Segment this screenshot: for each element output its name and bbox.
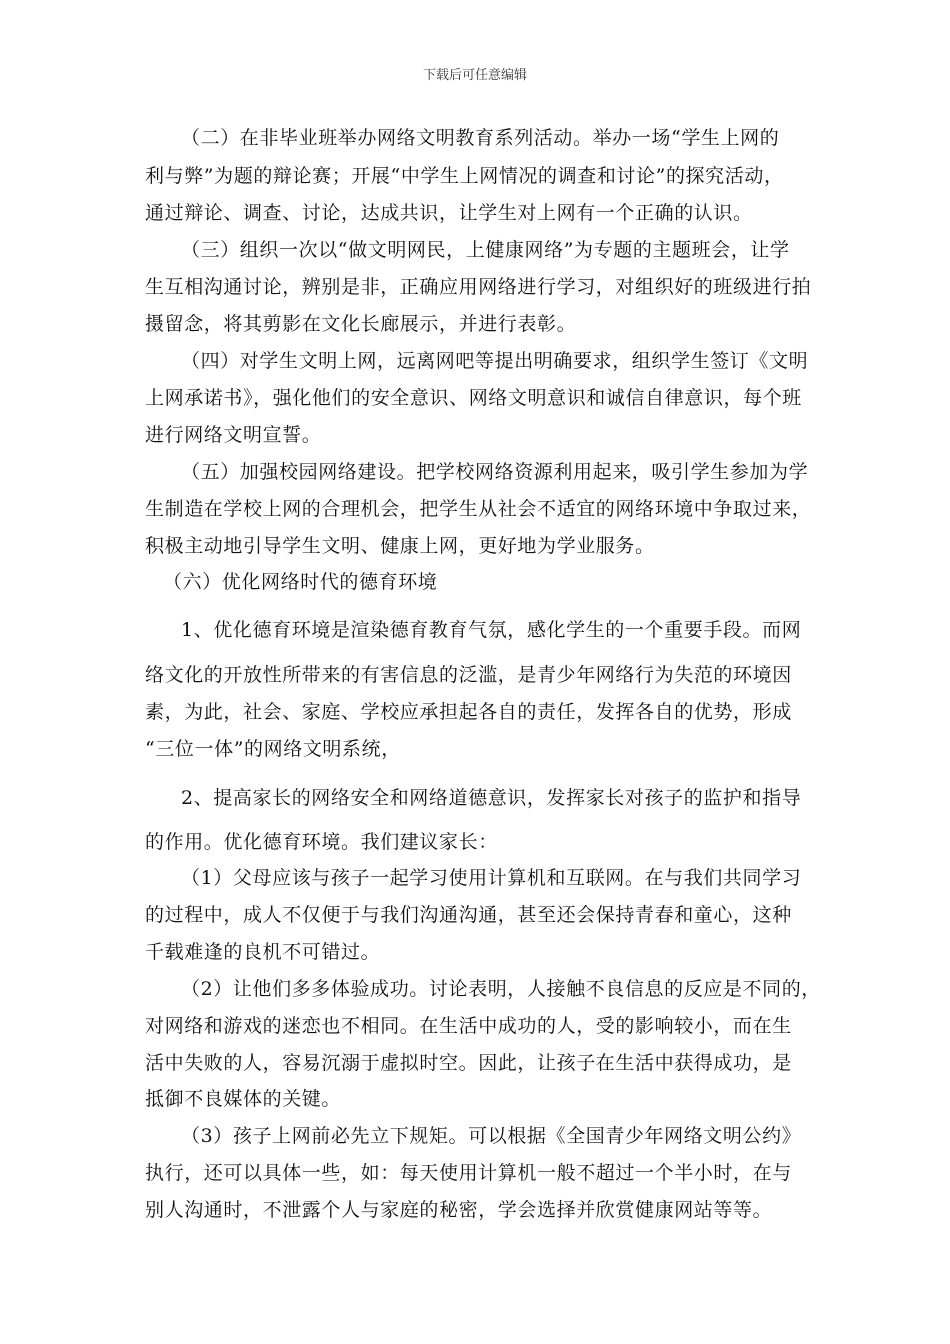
text-line: 2、提高家长的网络安全和网络道德意识，发挥家长对孩子的监护和指导 (181, 787, 802, 809)
page-header: 下载后可任意编辑 (422, 68, 527, 83)
text-line: 进行网络文明宣誓。 (145, 424, 322, 446)
text-line: （1）父母应该与孩子一起学习使用计算机和互联网。在与我们共同学习 (181, 867, 802, 889)
text-line: 的过程中，成人不仅便于与我们沟通沟通，甚至还会保持青春和童心，这种 (145, 904, 792, 926)
text-line: 上网承诺书》，强化他们的安全意识、网络文明意识和诚信自律意识，每个班 (145, 387, 802, 409)
text-line: 生互相沟通讨论，辨别是非，正确应用网络进行学习，对组织好的班级进行拍 (145, 276, 812, 298)
text-line: （3）孩子上网前必先立下规矩。可以根据《全国青少年网络文明公约》 (181, 1125, 802, 1147)
text-line: （2）让他们多多体验成功。讨论表明，人接触不良信息的反应是不同的， (181, 978, 821, 1000)
text-line: 千载难逢的良机不可错过。 (145, 941, 381, 963)
text-line: 别人沟通时，不泄露个人与家庭的秘密，学会选择并欣赏健康网站等等。 (145, 1199, 773, 1221)
text-line: （五）加强校园网络建设。把学校网络资源利用起来，吸引学生参加为学 (181, 461, 809, 483)
text-line: “三位一体”的网络文明系统， (145, 738, 401, 760)
text-line: 素，为此，社会、家庭、学校应承担起各自的责任，发挥各自的优势，形成 (145, 701, 792, 723)
text-line: 活中失败的人，容易沉溺于虚拟时空。因此，让孩子在生活中获得成功，是 (145, 1052, 792, 1074)
section-heading: （六）优化网络时代的德育环境 (163, 571, 438, 593)
text-line: 1、优化德育环境是渲染德育教育气氛，感化学生的一个重要手段。而网 (181, 619, 802, 641)
text-line: 的作用。优化德育环境。我们建议家长： (145, 831, 498, 853)
text-line: （三）组织一次以“做文明网民，上健康网络”为专题的主题班会，让学 (181, 239, 790, 261)
text-line: 生制造在学校上网的合理机会，把学生从社会不适宜的网络环境中争取过来， (145, 498, 812, 520)
text-line: 摄留念，将其剪影在文化长廊展示，并进行表彰。 (145, 313, 577, 335)
text-line: 积极主动地引导学生文明、健康上网，更好地为学业服务。 (145, 535, 655, 557)
text-line: （二）在非毕业班举办网络文明教育系列活动。举办一场“学生上网的 (181, 127, 780, 149)
text-line: 执行，还可以具体一些，如：每天使用计算机一般不超过一个半小时，在与 (145, 1162, 792, 1184)
text-line: 利与弊”为题的辩论赛；开展“中学生上网情况的调查和讨论”的探究活动， (145, 165, 784, 187)
text-line: （四）对学生文明上网，远离网吧等提出明确要求，组织学生签订《文明 (181, 350, 809, 372)
text-line: 对网络和游戏的迷恋也不相同。在生活中成功的人，受的影响较小，而在生 (145, 1015, 792, 1037)
text-line: 通过辩论、调查、讨论，达成共识，让学生对上网有一个正确的认识。 (145, 202, 753, 224)
text-line: 抵御不良媒体的关键。 (145, 1088, 342, 1110)
text-line: 络文化的开放性所带来的有害信息的泛滥，是青少年网络行为失范的环境因 (145, 664, 792, 686)
